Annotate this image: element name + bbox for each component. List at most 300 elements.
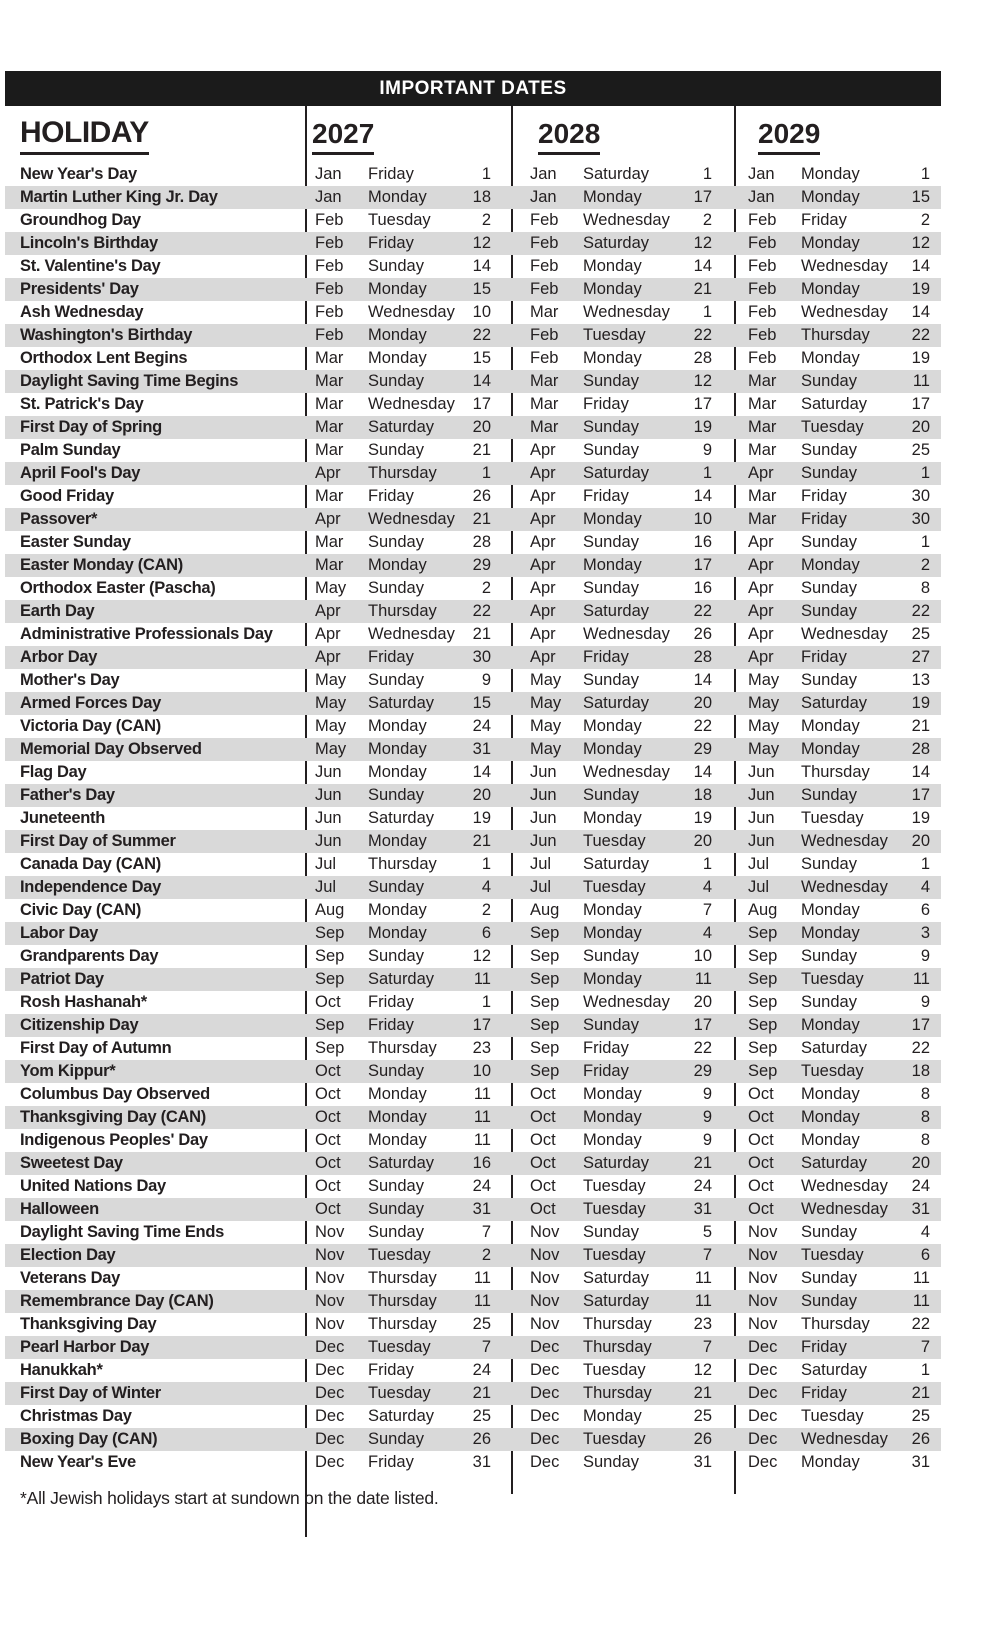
year-2029-cell: [735, 853, 941, 876]
holiday-name: Earth Day: [20, 602, 95, 620]
date-cell: 11: [912, 970, 930, 988]
year-2027-cell: [306, 1451, 512, 1474]
year-2029-cell: [735, 1083, 941, 1106]
holiday-name: Boxing Day (CAN): [20, 1430, 158, 1448]
month-cell: Mar: [748, 372, 777, 390]
date-cell: 27: [911, 648, 930, 666]
year-2029-cell: [735, 1106, 941, 1129]
year-2027-cell: [306, 738, 512, 761]
date-cell: 17: [911, 395, 930, 413]
date-cell: 1: [920, 165, 930, 183]
table-row: [5, 991, 941, 1014]
holiday-name: Civic Day (CAN): [20, 901, 142, 919]
month-cell: Jul: [315, 855, 337, 873]
date-cell: 30: [911, 487, 930, 505]
weekday-cell: Saturday: [801, 395, 868, 413]
weekday-cell: Friday: [583, 487, 629, 505]
year-2028-cell: [512, 508, 735, 531]
weekday-cell: Monday: [583, 717, 642, 735]
date-cell: 2: [481, 579, 491, 597]
date-cell: 2: [481, 901, 491, 919]
page-title: IMPORTANT DATES: [379, 77, 567, 99]
footnote: *All Jewish holidays start at sundown on the date listed.: [20, 1488, 439, 1508]
table-row: [5, 324, 941, 347]
weekday-cell: Saturday: [801, 1361, 868, 1379]
date-cell: 16: [693, 533, 712, 551]
weekday-cell: Sunday: [368, 947, 424, 965]
holiday-name: Administrative Professionals Day: [20, 625, 273, 643]
date-cell: 25: [911, 625, 930, 643]
date-cell: 14: [911, 763, 930, 781]
month-cell: Dec: [315, 1430, 345, 1448]
year-2029-cell: [735, 462, 941, 485]
date-cell: 6: [920, 1246, 930, 1264]
year-2028-cell: [512, 485, 735, 508]
year-2027-cell: [306, 991, 512, 1014]
date-cell: 9: [702, 1085, 712, 1103]
month-cell: Sep: [315, 1016, 345, 1034]
month-cell: Sep: [530, 1016, 560, 1034]
year-2029-cell: [735, 991, 941, 1014]
date-cell: 7: [481, 1223, 491, 1241]
month-cell: Jun: [748, 832, 775, 850]
table-row: [5, 968, 941, 991]
holiday-name: Halloween: [20, 1200, 99, 1218]
month-cell: Jul: [748, 878, 770, 896]
weekday-cell: Sunday: [368, 878, 424, 896]
table-row: [5, 1244, 941, 1267]
weekday-cell: Tuesday: [583, 1430, 646, 1448]
year-2027-cell: [306, 186, 512, 209]
weekday-cell: Monday: [583, 740, 642, 758]
month-cell: Nov: [748, 1269, 778, 1287]
year-2028-cell: [512, 1359, 735, 1382]
weekday-cell: Sunday: [801, 1269, 857, 1287]
date-cell: 15: [472, 694, 491, 712]
date-cell: 1: [481, 993, 491, 1011]
date-cell: 8: [920, 1131, 930, 1149]
table-row: [5, 1014, 941, 1037]
month-cell: Sep: [530, 924, 560, 942]
table-row: [5, 830, 941, 853]
weekday-cell: Sunday: [801, 671, 857, 689]
weekday-cell: Sunday: [583, 441, 639, 459]
date-cell: 17: [911, 1016, 930, 1034]
holiday-name: Orthodox Easter (Pascha): [20, 579, 216, 597]
month-cell: Jan: [748, 165, 775, 183]
date-cell: 29: [693, 1062, 712, 1080]
date-cell: 1: [702, 464, 712, 482]
year-2028-cell: [512, 531, 735, 554]
weekday-cell: Wednesday: [583, 303, 670, 321]
date-cell: 25: [911, 1407, 930, 1425]
date-cell: 11: [694, 970, 712, 988]
date-cell: 14: [693, 671, 712, 689]
date-cell: 31: [911, 1200, 930, 1218]
date-cell: 21: [472, 832, 491, 850]
table-row: [5, 439, 941, 462]
weekday-cell: Friday: [368, 1361, 414, 1379]
year-2027-cell: [306, 301, 512, 324]
month-cell: Sep: [748, 1062, 778, 1080]
holiday-name: Rosh Hashanah*: [20, 993, 147, 1011]
year-2028-cell: [512, 1060, 735, 1083]
year-2028-cell: [512, 1405, 735, 1428]
weekday-cell: Monday: [583, 1131, 642, 1149]
date-cell: 4: [702, 878, 712, 896]
month-cell: Oct: [530, 1200, 556, 1218]
holiday-name: Juneteenth: [20, 809, 106, 827]
year-2027-cell: [306, 623, 512, 646]
year-2029-cell: [735, 807, 941, 830]
month-cell: Apr: [748, 579, 774, 597]
weekday-cell: Monday: [801, 188, 860, 206]
weekday-cell: Wednesday: [801, 1200, 888, 1218]
weekday-cell: Saturday: [583, 1269, 650, 1287]
table-row: [5, 646, 941, 669]
month-cell: Sep: [748, 924, 778, 942]
year-2028-cell: [512, 1451, 735, 1474]
year-2027-cell: [306, 1060, 512, 1083]
year-2028-cell: [512, 1106, 735, 1129]
date-cell: 31: [693, 1453, 712, 1471]
date-cell: 26: [693, 625, 712, 643]
date-cell: 1: [920, 1361, 930, 1379]
weekday-cell: Friday: [583, 648, 629, 666]
table-row: [5, 692, 941, 715]
weekday-cell: Tuesday: [583, 1177, 646, 1195]
month-cell: May: [748, 717, 780, 735]
weekday-cell: Friday: [368, 1016, 414, 1034]
holiday-name: First Day of Autumn: [20, 1039, 172, 1057]
date-cell: 21: [472, 625, 491, 643]
month-cell: May: [315, 694, 347, 712]
date-cell: 20: [472, 786, 491, 804]
date-cell: 17: [693, 395, 712, 413]
weekday-cell: Sunday: [801, 533, 857, 551]
month-cell: Nov: [315, 1269, 345, 1287]
weekday-cell: Thursday: [368, 855, 437, 873]
date-cell: 11: [473, 1108, 491, 1126]
date-cell: 4: [920, 1223, 930, 1241]
date-cell: 21: [472, 510, 491, 528]
month-cell: Nov: [748, 1223, 778, 1241]
month-cell: Feb: [315, 257, 344, 275]
year-2027-cell: [306, 278, 512, 301]
date-cell: 14: [911, 303, 930, 321]
year-2029-cell: [735, 876, 941, 899]
year-2027-cell: [306, 1405, 512, 1428]
weekday-cell: Saturday: [368, 694, 435, 712]
weekday-cell: Monday: [801, 1108, 860, 1126]
weekday-cell: Sunday: [368, 372, 424, 390]
date-cell: 11: [473, 970, 491, 988]
weekday-cell: Monday: [583, 924, 642, 942]
weekday-cell: Monday: [368, 188, 427, 206]
year-2027-cell: [306, 899, 512, 922]
date-cell: 20: [693, 832, 712, 850]
holiday-name: Passover*: [20, 510, 98, 528]
table-row: [5, 715, 941, 738]
date-cell: 18: [911, 1062, 930, 1080]
weekday-cell: Tuesday: [801, 1246, 864, 1264]
year-2028-cell: [512, 761, 735, 784]
year-2027-cell: [306, 1290, 512, 1313]
year-2027-cell: [306, 209, 512, 232]
year-2027-cell: [306, 255, 512, 278]
table-row: [5, 1175, 941, 1198]
weekday-cell: Monday: [583, 1108, 642, 1126]
year-2027-cell: [306, 531, 512, 554]
table-row: [5, 1405, 941, 1428]
month-cell: Feb: [315, 234, 344, 252]
month-cell: Feb: [530, 280, 559, 298]
holiday-name: Grandparents Day: [20, 947, 159, 965]
month-cell: Feb: [748, 349, 777, 367]
year-2029-cell: [735, 600, 941, 623]
year-2027-cell: [306, 232, 512, 255]
weekday-cell: Monday: [583, 556, 642, 574]
date-cell: 28: [693, 648, 712, 666]
date-cell: 19: [693, 809, 712, 827]
month-cell: Oct: [530, 1131, 556, 1149]
date-cell: 18: [693, 786, 712, 804]
month-cell: Jan: [530, 165, 557, 183]
year-2028-cell: [512, 1175, 735, 1198]
year-2029-cell: [735, 439, 941, 462]
holiday-name: Mother's Day: [20, 671, 120, 689]
year-2027-cell: [306, 393, 512, 416]
weekday-cell: Saturday: [368, 418, 435, 436]
weekday-cell: Monday: [583, 349, 642, 367]
weekday-cell: Sunday: [801, 464, 857, 482]
year-2029-cell: [735, 784, 941, 807]
year-2027-cell: [306, 163, 512, 186]
table-row: [5, 255, 941, 278]
month-cell: Dec: [530, 1384, 560, 1402]
date-cell: 25: [911, 441, 930, 459]
weekday-cell: Sunday: [583, 1223, 639, 1241]
table-row: [5, 1382, 941, 1405]
year-2029-cell: [735, 554, 941, 577]
month-cell: Apr: [748, 648, 774, 666]
date-cell: 19: [911, 280, 930, 298]
year-2028-cell: [512, 991, 735, 1014]
month-cell: Sep: [748, 1016, 778, 1034]
table-row: [5, 853, 941, 876]
year-2029-cell: [735, 1313, 941, 1336]
date-cell: 24: [911, 1177, 930, 1195]
month-cell: Jul: [315, 878, 337, 896]
holiday-name: Easter Sunday: [20, 533, 131, 551]
table-row: [5, 876, 941, 899]
date-cell: 22: [911, 1315, 930, 1333]
table-row: [5, 163, 941, 186]
month-cell: Sep: [530, 1062, 560, 1080]
date-cell: 26: [693, 1430, 712, 1448]
holiday-name: Ash Wednesday: [20, 303, 144, 321]
weekday-cell: Sunday: [583, 947, 639, 965]
date-cell: 3: [920, 924, 930, 942]
date-cell: 22: [472, 326, 491, 344]
date-cell: 8: [920, 1085, 930, 1103]
year-2027-cell: [306, 1336, 512, 1359]
weekday-cell: Saturday: [583, 1292, 650, 1310]
date-cell: 1: [702, 855, 712, 873]
year-2027-cell: [306, 439, 512, 462]
month-cell: Apr: [530, 648, 556, 666]
year-2029-cell: [735, 1037, 941, 1060]
date-cell: 17: [693, 556, 712, 574]
weekday-cell: Monday: [368, 924, 427, 942]
table-row: [5, 1359, 941, 1382]
date-cell: 31: [472, 1200, 491, 1218]
weekday-cell: Monday: [583, 188, 642, 206]
month-cell: Nov: [748, 1292, 778, 1310]
month-cell: Dec: [530, 1361, 560, 1379]
date-cell: 11: [694, 1269, 712, 1287]
month-cell: Dec: [748, 1453, 778, 1471]
month-cell: Apr: [530, 556, 556, 574]
date-cell: 2: [481, 211, 491, 229]
year-2029-cell: [735, 1336, 941, 1359]
year-2027-cell: [306, 485, 512, 508]
weekday-cell: Tuesday: [801, 970, 864, 988]
date-cell: 14: [472, 763, 491, 781]
date-cell: 2: [702, 211, 712, 229]
table-row: [5, 209, 941, 232]
year-2028-cell: [512, 623, 735, 646]
date-cell: 21: [693, 1154, 712, 1172]
month-cell: Mar: [315, 395, 344, 413]
month-cell: Apr: [315, 625, 341, 643]
date-cell: 11: [912, 1292, 930, 1310]
holiday-name: Orthodox Lent Begins: [20, 349, 188, 367]
date-cell: 9: [920, 993, 930, 1011]
weekday-cell: Wednesday: [801, 1430, 888, 1448]
month-cell: Oct: [748, 1085, 774, 1103]
year-2028-cell: [512, 232, 735, 255]
date-cell: 16: [693, 579, 712, 597]
weekday-cell: Tuesday: [801, 1062, 864, 1080]
weekday-cell: Saturday: [583, 1154, 650, 1172]
weekday-cell: Sunday: [368, 257, 424, 275]
weekday-cell: Sunday: [801, 786, 857, 804]
month-cell: Sep: [748, 993, 778, 1011]
month-cell: Oct: [315, 1177, 341, 1195]
date-cell: 19: [693, 418, 712, 436]
weekday-cell: Sunday: [583, 372, 639, 390]
table-row: [5, 669, 941, 692]
month-cell: Mar: [315, 441, 344, 459]
holiday-name: Victoria Day (CAN): [20, 717, 161, 735]
weekday-cell: Monday: [583, 280, 642, 298]
date-cell: 1: [481, 464, 491, 482]
weekday-cell: Sunday: [801, 579, 857, 597]
month-cell: Apr: [748, 533, 774, 551]
table-row: [5, 577, 941, 600]
date-cell: 22: [911, 326, 930, 344]
year-2028-cell: [512, 1336, 735, 1359]
column-header-2027: 2027: [312, 120, 374, 155]
year-2027-cell: [306, 922, 512, 945]
column-header-holiday: HOLIDAY: [20, 118, 149, 155]
month-cell: Apr: [315, 648, 341, 666]
date-cell: 30: [472, 648, 491, 666]
weekday-cell: Sunday: [801, 1292, 857, 1310]
table-row: [5, 1083, 941, 1106]
month-cell: Nov: [530, 1315, 560, 1333]
weekday-cell: Friday: [583, 395, 629, 413]
year-2027-cell: [306, 416, 512, 439]
year-2028-cell: [512, 1198, 735, 1221]
year-2028-cell: [512, 945, 735, 968]
date-cell: 20: [472, 418, 491, 436]
date-cell: 29: [693, 740, 712, 758]
year-2029-cell: [735, 1359, 941, 1382]
month-cell: Dec: [748, 1407, 778, 1425]
table-row: [5, 899, 941, 922]
year-2027-cell: [306, 761, 512, 784]
weekday-cell: Monday: [801, 924, 860, 942]
date-cell: 22: [472, 602, 491, 620]
weekday-cell: Tuesday: [583, 1246, 646, 1264]
year-2027-cell: [306, 692, 512, 715]
month-cell: Oct: [748, 1200, 774, 1218]
year-2027-cell: [306, 600, 512, 623]
month-cell: May: [315, 717, 347, 735]
date-cell: 24: [472, 717, 491, 735]
date-cell: 22: [911, 1039, 930, 1057]
holiday-name: Veterans Day: [20, 1269, 121, 1287]
month-cell: Apr: [530, 441, 556, 459]
holiday-name: Easter Monday (CAN): [20, 556, 183, 574]
date-cell: 30: [911, 510, 930, 528]
month-cell: Dec: [315, 1407, 345, 1425]
date-cell: 19: [911, 694, 930, 712]
year-2028-cell: [512, 209, 735, 232]
weekday-cell: Tuesday: [801, 418, 864, 436]
holiday-name: New Year's Eve: [20, 1453, 136, 1471]
year-2027-cell: [306, 968, 512, 991]
holiday-name: Martin Luther King Jr. Day: [20, 188, 218, 206]
year-2027-cell: [306, 347, 512, 370]
date-cell: 9: [481, 671, 491, 689]
date-cell: 1: [702, 165, 712, 183]
holiday-name: Arbor Day: [20, 648, 98, 666]
table-row: [5, 393, 941, 416]
year-2029-cell: [735, 278, 941, 301]
weekday-cell: Monday: [583, 1407, 642, 1425]
month-cell: May: [315, 740, 347, 758]
year-2029-cell: [735, 1290, 941, 1313]
year-2029-cell: [735, 1060, 941, 1083]
weekday-cell: Wednesday: [368, 625, 455, 643]
column-header-2029: 2029: [758, 120, 820, 155]
year-2029-cell: [735, 669, 941, 692]
date-cell: 1: [481, 165, 491, 183]
year-2028-cell: [512, 876, 735, 899]
date-cell: 17: [472, 395, 491, 413]
weekday-cell: Monday: [583, 1085, 642, 1103]
year-2027-cell: [306, 554, 512, 577]
month-cell: Mar: [748, 441, 777, 459]
month-cell: Feb: [315, 280, 344, 298]
month-cell: Mar: [315, 418, 344, 436]
month-cell: Jun: [315, 763, 342, 781]
month-cell: Sep: [315, 947, 345, 965]
weekday-cell: Friday: [801, 1338, 847, 1356]
